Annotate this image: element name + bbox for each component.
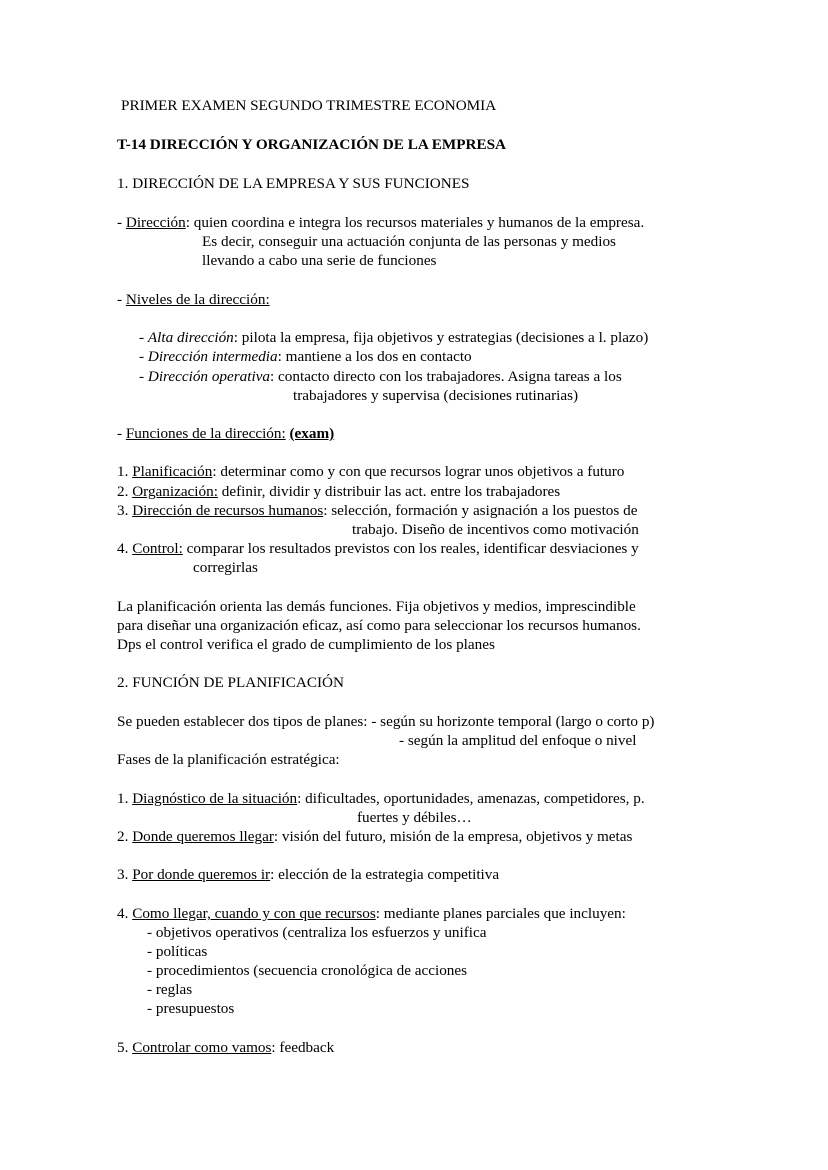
funcion-item-cont: corregirlas [193, 559, 258, 576]
paragraph-line: Dps el control verifica el grado de cumplimiento de los planes [117, 636, 495, 653]
direccion-definition: - Dirección: quien coordina e integra los recursos materiales y humanos de la empresa. [117, 214, 645, 231]
nivel-item: - Dirección operativa: contacto directo con los trabajadores. Asigna tareas a los [139, 368, 622, 385]
direccion-definition-cont: Es decir, conseguir una actuación conjunta de las personas y medios [202, 233, 616, 250]
plan-parcial-item: - reglas [147, 981, 193, 998]
funcion-item: 3. Dirección de recursos humanos: selección, formación y asignación a los puestos de [117, 502, 638, 519]
funciones-heading: - Funciones de la dirección: (exam) [117, 425, 335, 442]
fase-item: 1. Diagnóstico de la situación: dificultades, oportunidades, amenazas, competidores, p. [117, 790, 645, 807]
fases-heading: Fases de la planificación estratégica: [117, 751, 340, 768]
tipos-planes-lead: Se pueden establecer dos tipos de planes: - según su horizonte temporal (largo o corto p) [117, 713, 655, 730]
funcion-item: 1. Planificación: determinar como y con que recursos lograr unos objetivos a futuro [117, 463, 625, 480]
fase-item-cont: fuertes y débiles… [357, 809, 472, 826]
nivel-item: - Dirección intermedia: mantiene a los dos en contacto [139, 348, 472, 365]
funcion-item: 2. Organización: definir, dividir y distribuir las act. entre los trabajadores [117, 483, 561, 500]
paragraph-line: La planificación orienta las demás funciones. Fija objetivos y medios, imprescindible [117, 598, 636, 615]
plan-parcial-item: - políticas [147, 943, 208, 960]
direccion-term: Dirección [125, 214, 186, 231]
fase-item: 2. Donde queremos llegar: visión del futuro, misión de la empresa, objetivos y metas [117, 828, 633, 845]
niveles-heading: - Niveles de la dirección: [117, 291, 270, 308]
topic-title: T-14 DIRECCIÓN Y ORGANIZACIÓN DE LA EMPRESA [117, 136, 507, 153]
nivel-item-cont: trabajadores y supervisa (decisiones rutinarias) [293, 387, 579, 404]
exam-title: PRIMER EXAMEN SEGUNDO TRIMESTRE ECONOMIA [121, 97, 497, 114]
exam-tag: (exam) [289, 425, 335, 442]
paragraph-line: para diseñar una organización eficaz, así como para seleccionar los recursos humanos. [117, 617, 641, 634]
plan-parcial-item: - objetivos operativos (centraliza los esfuerzos y unifica [147, 924, 487, 941]
fase-item: 3. Por donde queremos ir: elección de la estrategia competitiva [117, 866, 500, 883]
fase-item: 5. Controlar como vamos: feedback [117, 1039, 335, 1056]
tipo-plan: - según la amplitud del enfoque o nivel [399, 732, 637, 749]
nivel-item: - Alta dirección: pilota la empresa, fija objetivos y estrategias (decisiones a l. plazo) [139, 329, 649, 346]
funcion-item: 4. Control: comparar los resultados previstos con los reales, identificar desviaciones y [117, 540, 639, 557]
plan-parcial-item: - presupuestos [147, 1000, 235, 1017]
fase-item: 4. Como llegar, cuando y con que recursos: mediante planes parciales que incluyen: [117, 905, 626, 922]
funcion-item-cont: trabajo. Diseño de incentivos como motivación [352, 521, 639, 538]
tipo-plan: - según su horizonte temporal (largo o corto p) [371, 713, 655, 730]
plan-parcial-item: - procedimientos (secuencia cronológica de acciones [147, 962, 468, 979]
section-1-heading: 1. DIRECCIÓN DE LA EMPRESA Y SUS FUNCIONES [117, 175, 470, 192]
section-2-heading: 2. FUNCIÓN DE PLANIFICACIÓN [117, 674, 344, 691]
direccion-definition-cont: llevando a cabo una serie de funciones [202, 252, 437, 269]
